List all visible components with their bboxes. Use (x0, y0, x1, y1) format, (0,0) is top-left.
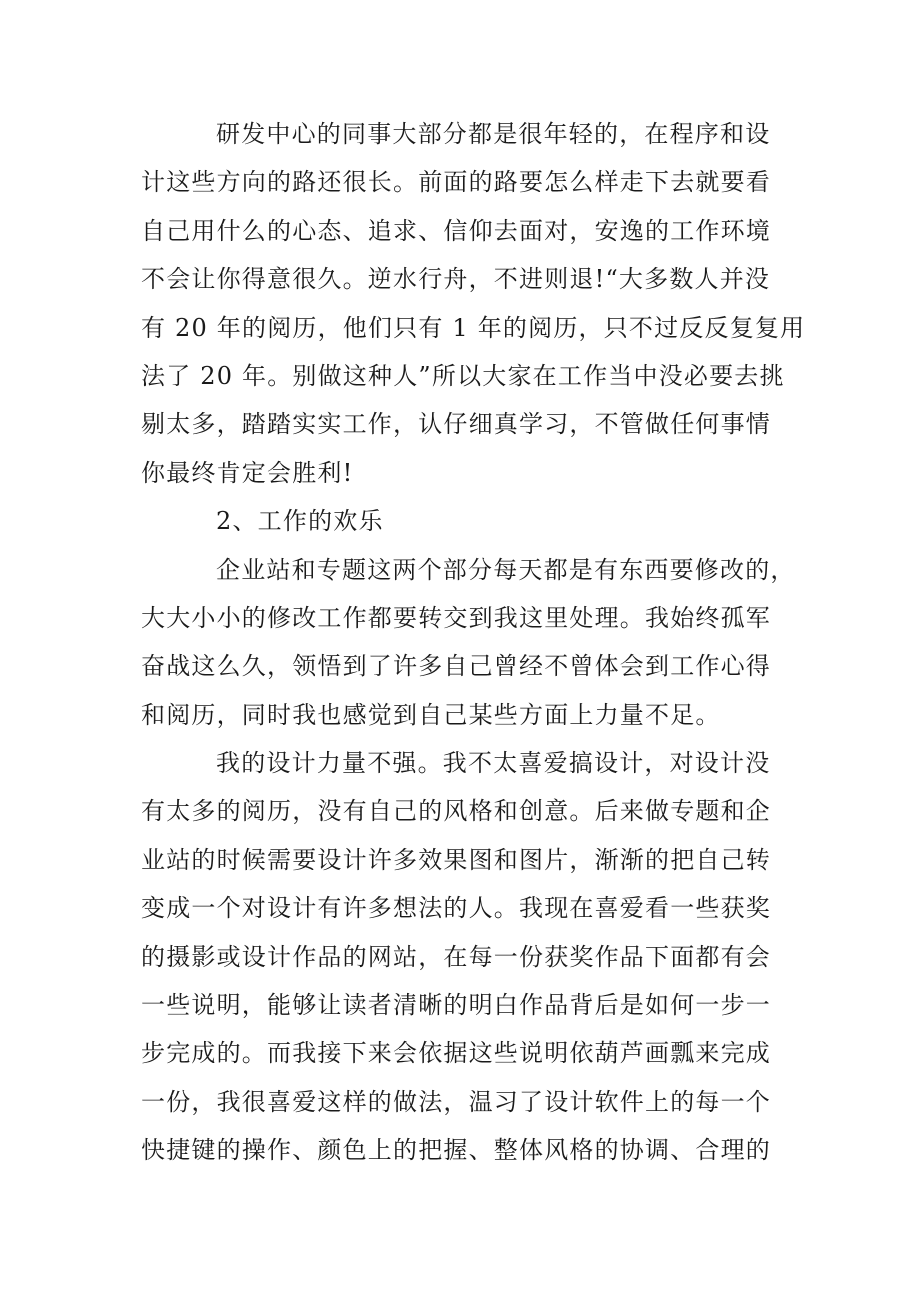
paragraph-1-line-6: 法了 20 年。别做这种人”所以大家在工作当中没必要去挑 (141, 361, 785, 390)
paragraph-3-line-9: 快捷键的操作、颜色上的把握、整体风格的协调、合理的 (141, 1136, 771, 1165)
paragraph-1-line-8: 你最终肯定会胜利! (141, 458, 354, 487)
paragraph-1-line-7: 剔太多，踏踏实实工作，认仔细真学习，不管做任何事情 (141, 410, 771, 439)
paragraph-3-line-7: 步完成的。而我接下来会依据这些说明依葫芦画瓢来完成 (141, 1039, 771, 1068)
paragraph-3-line-3: 业站的时候需要设计许多效果图和图片，渐渐的把自己转 (141, 845, 771, 874)
paragraph-2-line-3: 奋战这么久，领悟到了许多自己曾经不曾体会到工作心得 (141, 652, 771, 681)
paragraph-1-line-5: 有 20 年的阅历，他们只有 1 年的阅历，只不过反反复复用 (141, 313, 806, 342)
paragraph-1-line-2: 计这些方向的路还很长。前面的路要怎么样走下去就要看 (141, 168, 771, 197)
paragraph-3-line-5: 的摄影或设计作品的网站，在每一份获奖作品下面都有会 (141, 942, 771, 971)
paragraph-3-line-1: 我的设计力量不强。我不太喜爱搞设计，对设计没 (216, 749, 771, 778)
paragraph-1-line-1: 研发中心的同事大部分都是很年轻的，在程序和设 (216, 120, 771, 148)
paragraph-3-line-8: 一份，我很喜爱这样的做法，温习了设计软件上的每一个 (141, 1087, 771, 1116)
paragraph-3-line-2: 有太多的阅历，没有自己的风格和创意。后来做专题和企 (141, 797, 771, 826)
paragraph-2-line-1: 企业站和专题这两个部分每天都是有东西要修改的， (216, 555, 796, 584)
section-heading: 2、工作的欢乐 (216, 507, 384, 536)
paragraph-1-line-3: 自己用什么的心态、追求、信仰去面对，安逸的工作环境 (141, 216, 771, 245)
paragraph-2-line-4: 和阅历，同时我也感觉到自己某些方面上力量不足。 (141, 700, 721, 729)
document-body (141, 110, 806, 1175)
paragraph-2-line-2: 大大小小的修改工作都要转交到我这里处理。我始终孤军 (141, 603, 771, 632)
paragraph-3-line-6: 一些说明，能够让读者清晰的明白作品背后是如何一步一 (141, 991, 771, 1020)
paragraph-3-line-4: 变成一个对设计有许多想法的人。我现在喜爱看一些获奖 (141, 894, 771, 923)
paragraph-1-line-4: 不会让你得意很久。逆水行舟，不进则退!“大多数人并没 (141, 265, 771, 294)
